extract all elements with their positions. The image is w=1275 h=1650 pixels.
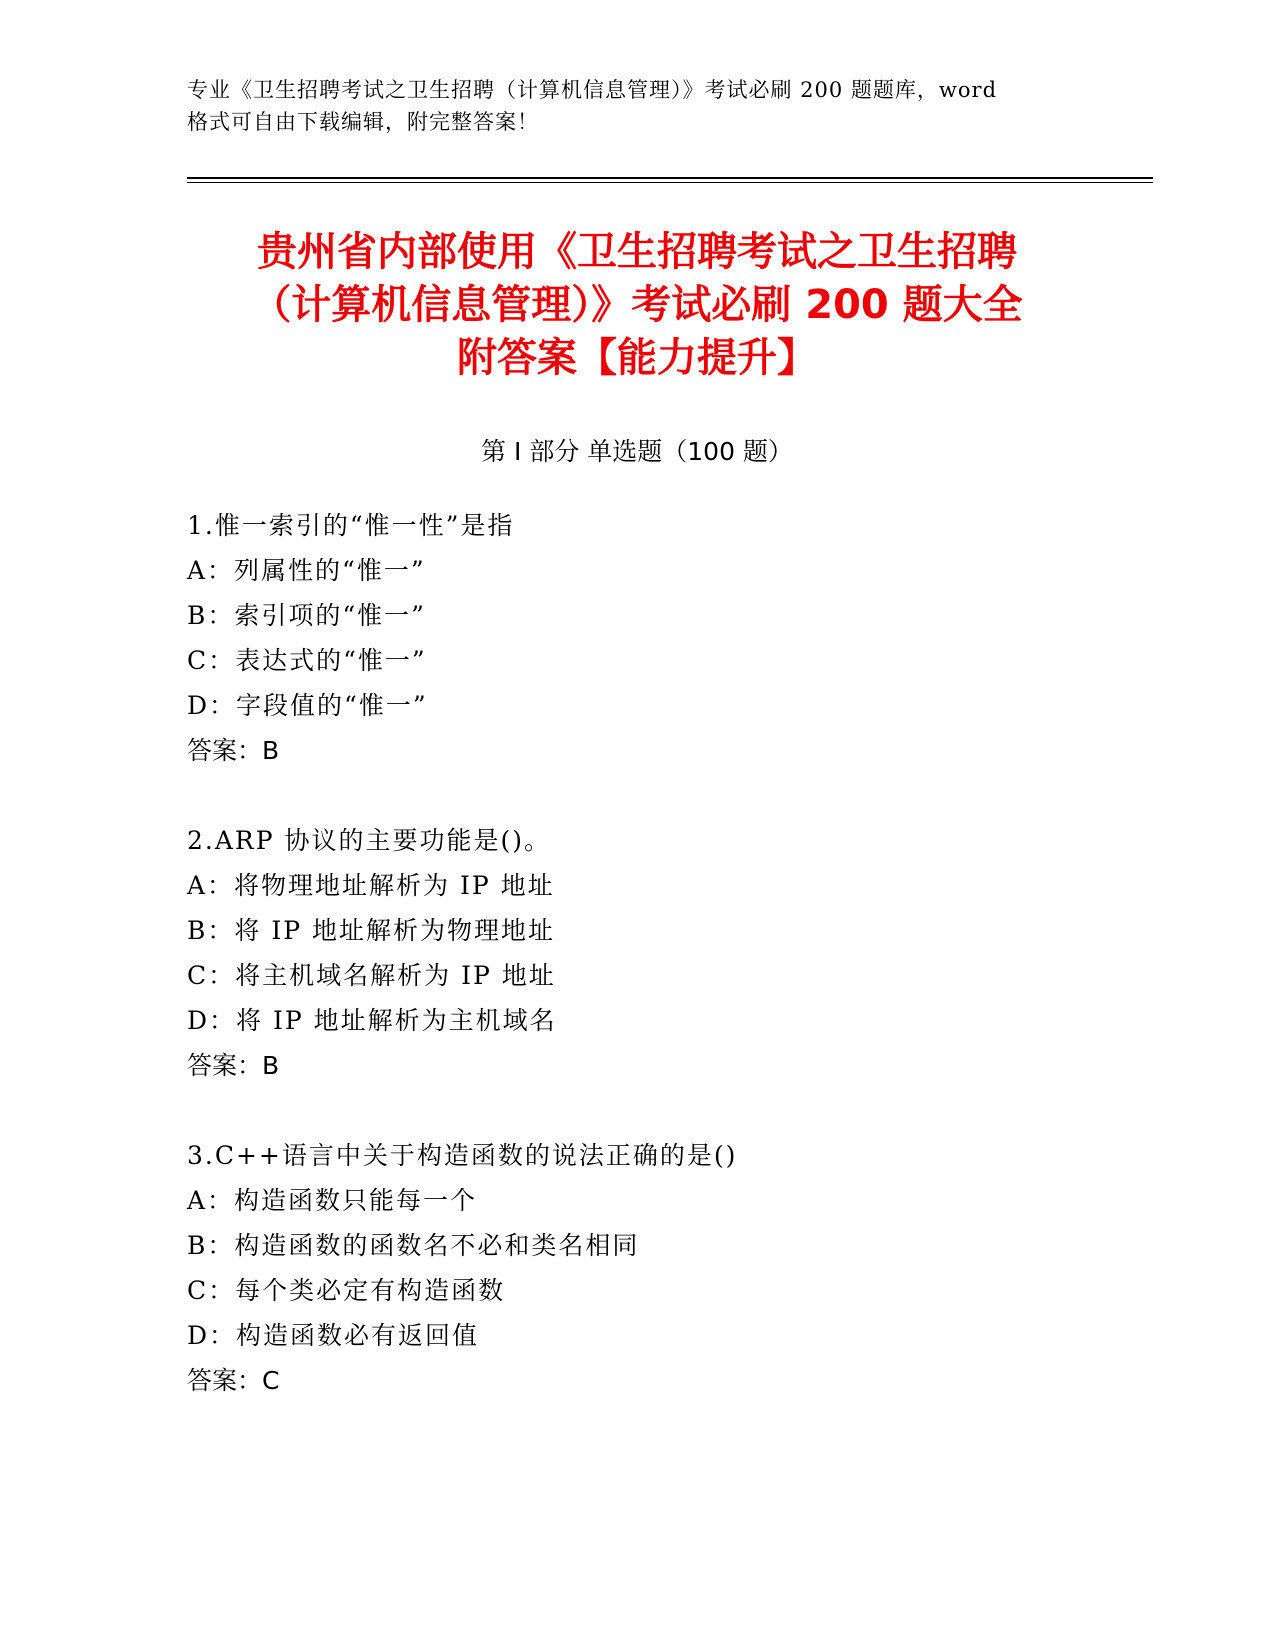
option-d: D：字段值的“惟一” xyxy=(187,691,428,720)
option-c: C：每个类必定有构造函数 xyxy=(187,1276,506,1305)
document-title-line-2: （计算机信息管理）》考试必刷 200 题大全 xyxy=(251,282,1023,328)
header-divider-thin xyxy=(187,182,1153,183)
header-note xyxy=(187,74,1087,138)
answer: 答案：B xyxy=(187,736,280,765)
document-title xyxy=(187,226,1087,385)
answer: 答案：C xyxy=(187,1366,280,1395)
option-c: C：将主机域名解析为 IP 地址 xyxy=(187,961,556,990)
option-c: C：表达式的“惟一” xyxy=(187,646,427,675)
option-b: B：构造函数的函数名不必和类名相同 xyxy=(187,1231,640,1260)
option-d: D：将 IP 地址解析为主机域名 xyxy=(187,1006,557,1035)
section-heading: 第 I 部分 单选题（100 题） xyxy=(481,437,793,466)
option-d: D：构造函数必有返回值 xyxy=(187,1321,480,1350)
document-title-line-1: 贵州省内部使用《卫生招聘考试之卫生招聘 xyxy=(257,229,1017,275)
header-note-line-2: 格式可自由下载编辑，附完整答案！ xyxy=(187,110,539,134)
option-b: B：索引项的“惟一” xyxy=(187,601,426,630)
option-a: A：将物理地址解析为 IP 地址 xyxy=(187,871,555,900)
option-a: A：构造函数只能每一个 xyxy=(187,1186,478,1215)
question-stem: 2.ARP 协议的主要功能是()。 xyxy=(187,826,552,855)
option-a: A：列属性的“惟一” xyxy=(187,556,426,585)
document-title-line-3: 附答案【能力提升】 xyxy=(457,335,817,381)
header-divider-thick xyxy=(187,177,1153,179)
question-3 xyxy=(187,1133,1087,1403)
question-1 xyxy=(187,503,1087,773)
question-2 xyxy=(187,818,1087,1088)
question-stem: 3.C++语言中关于构造函数的说法正确的是() xyxy=(187,1141,738,1170)
header-note-line-1: 专业《卫生招聘考试之卫生招聘（计算机信息管理）》考试必刷 200 题题库，word xyxy=(187,78,998,102)
answer: 答案：B xyxy=(187,1051,280,1080)
question-stem: 1.惟一索引的“惟一性”是指 xyxy=(187,511,515,540)
option-b: B：将 IP 地址解析为物理地址 xyxy=(187,916,555,945)
